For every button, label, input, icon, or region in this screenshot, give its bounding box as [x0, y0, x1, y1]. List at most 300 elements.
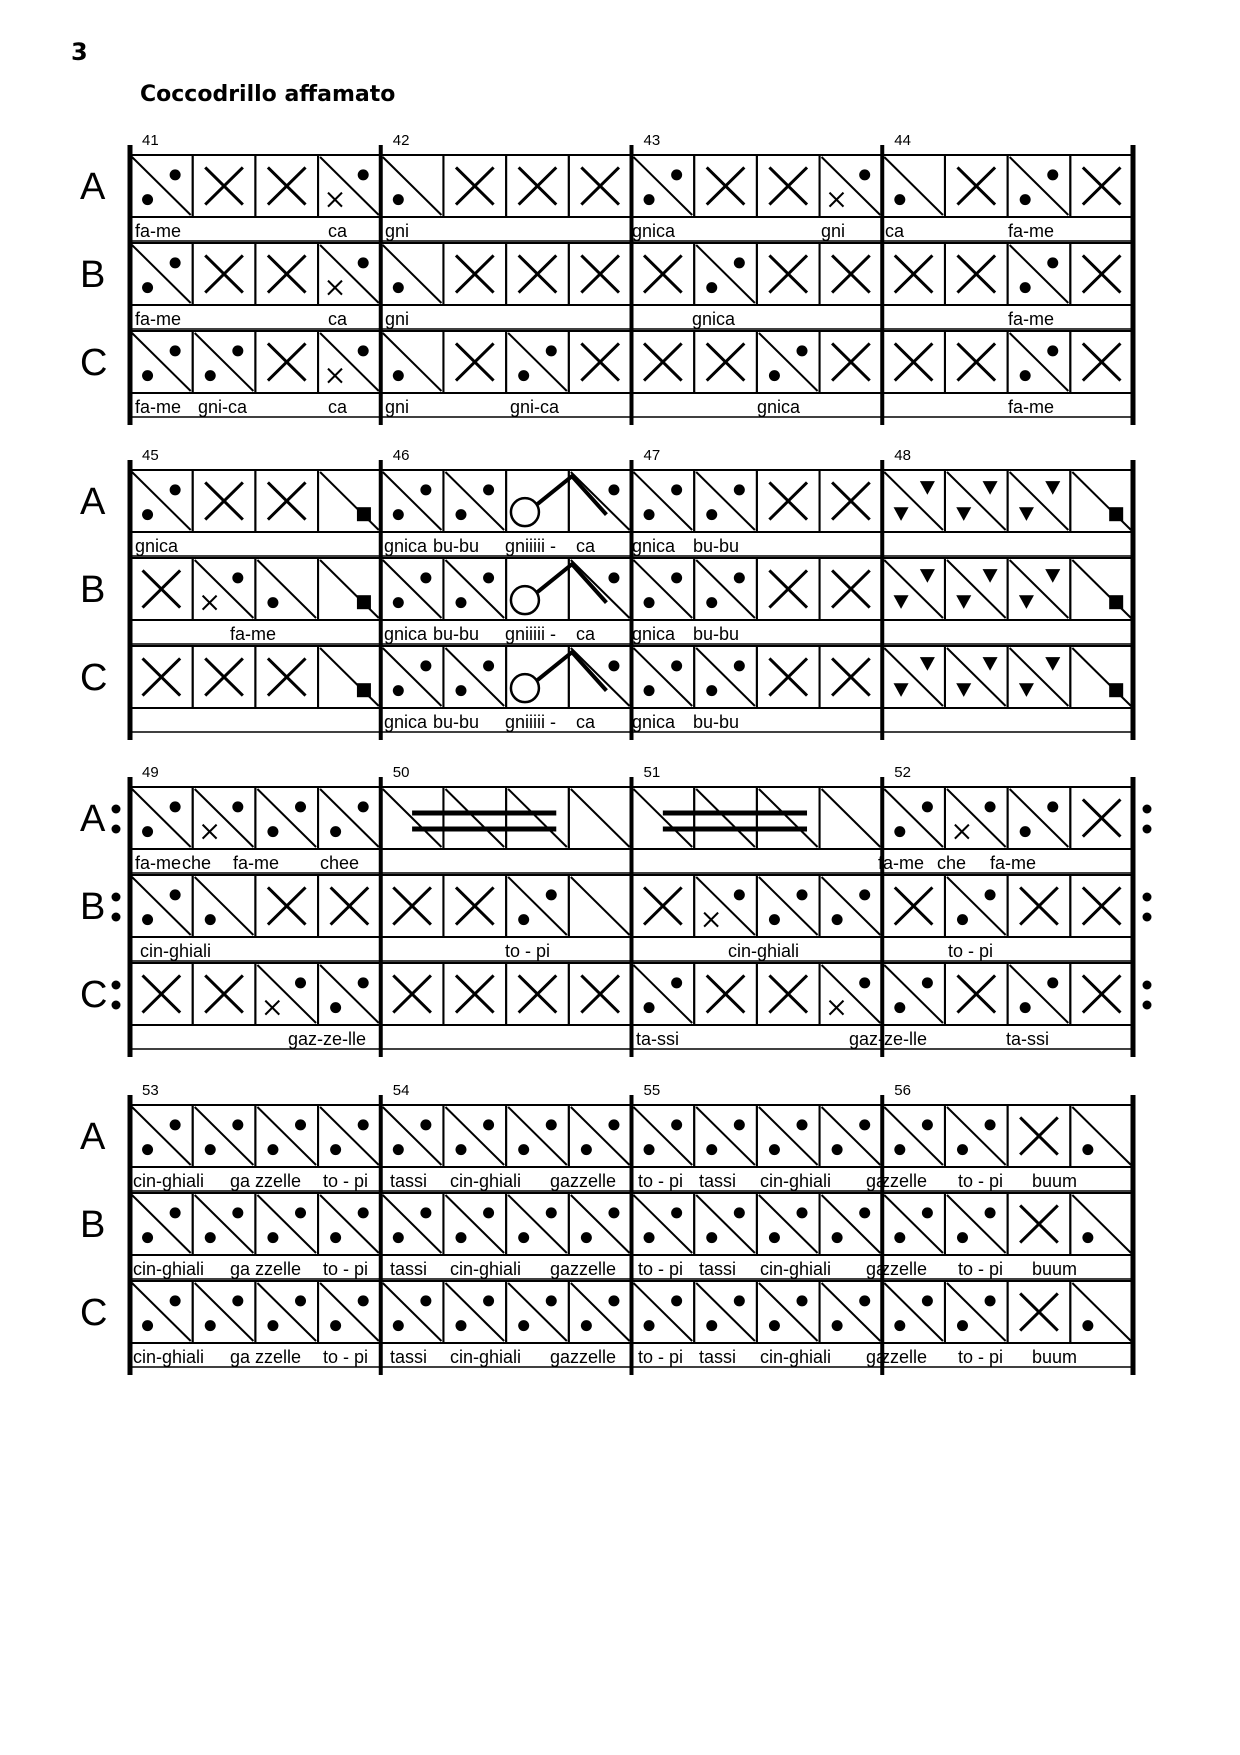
circle-icon	[511, 498, 539, 526]
beat-diagonal	[132, 1107, 191, 1165]
low-dot	[393, 597, 404, 608]
measure-number: 56	[894, 1082, 911, 1099]
high-dot	[671, 977, 682, 988]
beat-diagonal	[634, 560, 693, 618]
low-dot	[330, 1232, 341, 1243]
voice-label: B	[80, 886, 106, 928]
beat-diagonal	[884, 965, 943, 1023]
beat-diagonal	[445, 472, 504, 530]
triangle-icon	[983, 569, 998, 583]
lyric-syllable: gaz-ze-lle	[849, 1029, 928, 1049]
triangle-icon	[1019, 683, 1034, 697]
high-dot	[546, 345, 557, 356]
lyric-syllable: zzelle	[881, 1347, 928, 1367]
voice-row-B	[80, 243, 1133, 329]
low-dot	[957, 1320, 968, 1331]
beat-diagonal	[759, 1283, 818, 1341]
low-dot	[644, 1232, 655, 1243]
measure-number: 55	[643, 1082, 661, 1099]
low-dot	[393, 685, 404, 696]
measure-number: 53	[142, 1082, 159, 1099]
low-dot	[455, 685, 466, 696]
beat-diagonal	[383, 333, 442, 391]
lyric-syllable: buum	[1031, 1171, 1077, 1191]
voice-label: B	[80, 569, 106, 611]
high-dot	[295, 977, 306, 988]
beat-diagonal	[884, 789, 943, 847]
low-dot	[455, 1144, 466, 1155]
high-dot	[859, 1207, 870, 1218]
low-dot	[1082, 1320, 1093, 1331]
beat-diagonal	[571, 472, 630, 530]
high-dot	[922, 1119, 933, 1130]
beat-diagonal	[571, 648, 630, 706]
beat-diagonal	[195, 877, 254, 935]
voice-label: B	[80, 254, 106, 296]
beat-diagonal	[508, 1107, 567, 1165]
low-dot	[894, 1320, 905, 1331]
beat-diagonal	[634, 1195, 693, 1253]
voice-row-A	[80, 1105, 1133, 1191]
voice-row-B	[80, 1193, 1133, 1279]
beat-diagonal	[383, 648, 442, 706]
beat-diagonal	[1072, 1283, 1131, 1341]
beat-diagonal	[132, 245, 191, 303]
triangle-icon	[1045, 569, 1060, 583]
high-dot	[358, 1207, 369, 1218]
beat-diagonal	[445, 648, 504, 706]
high-dot	[797, 345, 808, 356]
lyric-syllable: to - pi	[638, 1347, 684, 1367]
high-dot	[608, 572, 619, 583]
high-dot	[170, 1207, 181, 1218]
high-dot	[797, 1207, 808, 1218]
low-dot	[706, 685, 717, 696]
beat-diagonal	[759, 877, 818, 935]
high-dot	[922, 1295, 933, 1306]
measure-number: 41	[142, 132, 159, 149]
repeat-dot	[112, 893, 121, 902]
high-dot	[985, 1119, 996, 1130]
low-dot	[894, 1002, 905, 1013]
beat-diagonal	[696, 1195, 755, 1253]
lyric-syllable: gnica	[384, 536, 428, 556]
high-dot	[358, 169, 369, 180]
low-dot	[142, 370, 153, 381]
lyric-syllable: tassi	[699, 1171, 737, 1191]
high-dot	[734, 484, 745, 495]
beat-diagonal	[1010, 648, 1069, 706]
lyric-syllable: ca	[575, 536, 595, 556]
voice-row-A	[80, 155, 1133, 241]
low-dot	[644, 1320, 655, 1331]
lyric-syllable: gazzelle	[550, 1171, 617, 1191]
measure-number: 47	[643, 447, 661, 464]
high-dot	[295, 1207, 306, 1218]
beat-diagonal	[634, 1283, 693, 1341]
high-dot	[170, 1119, 181, 1130]
low-dot	[769, 1320, 780, 1331]
beat-diagonal	[696, 472, 755, 530]
voice-row-C	[80, 1281, 1133, 1367]
square-icon	[1109, 507, 1123, 521]
beat-diagonal	[571, 789, 630, 847]
low-dot	[706, 509, 717, 520]
lyric-syllable: bu-bu	[693, 536, 740, 556]
high-dot	[734, 572, 745, 583]
beat-diagonal	[383, 560, 442, 618]
system-1	[80, 132, 1133, 425]
lyric-syllable: gnica	[384, 624, 428, 644]
beat-diagonal	[320, 472, 379, 530]
triangle-icon	[1019, 595, 1034, 609]
triangle-icon	[894, 595, 909, 609]
beat-diagonal	[320, 560, 379, 618]
lyric-syllable: bu-bu	[693, 624, 740, 644]
beat-diagonal	[947, 1195, 1006, 1253]
voice-label: A	[80, 798, 106, 840]
circle-icon	[511, 674, 539, 702]
high-dot	[985, 1295, 996, 1306]
low-dot	[1020, 194, 1031, 205]
lyric-syllable: gnica	[632, 712, 676, 732]
square-icon	[357, 507, 371, 521]
lyric-syllable: ga zzelle	[230, 1171, 302, 1191]
beat-diagonal	[1072, 1195, 1131, 1253]
lyric-syllable: gnica	[632, 624, 676, 644]
lyric-syllable: ca	[327, 309, 347, 329]
high-dot	[671, 484, 682, 495]
measure-number: 52	[894, 764, 911, 781]
beat-diagonal	[884, 1107, 943, 1165]
repeat-dot	[112, 1001, 121, 1010]
lyric-syllable: to - pi	[948, 941, 994, 961]
high-dot	[608, 1207, 619, 1218]
lyric-syllable: fa-me	[230, 624, 277, 644]
lyric-syllable: gnica	[135, 536, 179, 556]
beat-diagonal	[1072, 648, 1131, 706]
low-dot	[894, 1232, 905, 1243]
low-dot	[644, 1144, 655, 1155]
lyric-syllable: chee	[320, 853, 360, 873]
beat-diagonal	[383, 1283, 442, 1341]
beat-diagonal	[634, 789, 693, 847]
triangle-icon	[894, 507, 909, 521]
high-dot	[483, 1207, 494, 1218]
high-dot	[170, 889, 181, 900]
low-dot	[1082, 1232, 1093, 1243]
beat-diagonal	[1010, 560, 1069, 618]
beat-diagonal	[571, 1283, 630, 1341]
low-dot	[205, 914, 216, 925]
high-dot	[608, 484, 619, 495]
repeat-dot	[112, 805, 121, 814]
lyric-syllable: cin-ghiali	[133, 1347, 205, 1367]
lyric-syllable: tassi	[390, 1347, 428, 1367]
low-dot	[205, 370, 216, 381]
measure-number: 49	[142, 764, 159, 781]
high-dot	[922, 1207, 933, 1218]
beat-diagonal	[884, 560, 943, 618]
beat-diagonal	[257, 789, 316, 847]
low-dot	[706, 1320, 717, 1331]
repeat-dot	[1143, 825, 1152, 834]
high-dot	[358, 1295, 369, 1306]
high-dot	[797, 1295, 808, 1306]
repeat-dot	[112, 913, 121, 922]
beat-diagonal	[1072, 560, 1131, 618]
beat-diagonal	[132, 1283, 191, 1341]
lyric-syllable: ga	[866, 1171, 887, 1191]
low-dot	[518, 1144, 529, 1155]
high-dot	[420, 1119, 431, 1130]
lyric-syllable: gazzelle	[550, 1347, 617, 1367]
low-dot	[894, 826, 905, 837]
beat-diagonal	[445, 1107, 504, 1165]
low-dot	[267, 1320, 278, 1331]
beat-diagonal	[383, 245, 442, 303]
lyric-syllable: bu-bu	[693, 712, 740, 732]
high-dot	[358, 257, 369, 268]
lyric-syllable: ca	[885, 221, 905, 241]
lyric-syllable: ga	[866, 1259, 887, 1279]
triangle-icon	[920, 569, 935, 583]
high-dot	[420, 1295, 431, 1306]
beat-diagonal	[1010, 789, 1069, 847]
low-dot	[393, 1232, 404, 1243]
beat-diagonal	[445, 1283, 504, 1341]
beat-diagonal	[383, 1107, 442, 1165]
circle-icon	[511, 586, 539, 614]
high-dot	[671, 1295, 682, 1306]
beat-diagonal	[320, 789, 379, 847]
beat-diagonal	[132, 333, 191, 391]
beat-diagonal	[1010, 965, 1069, 1023]
beat-diagonal	[508, 333, 567, 391]
hat-icon	[537, 564, 606, 602]
triangle-icon	[1019, 507, 1034, 521]
lyric-syllable: tassi	[699, 1347, 737, 1367]
low-dot	[455, 509, 466, 520]
lyric-syllable: to - pi	[638, 1259, 684, 1279]
high-dot	[420, 1207, 431, 1218]
beat-diagonal	[947, 877, 1006, 935]
lyric-syllable: to - pi	[505, 941, 551, 961]
high-dot	[295, 1119, 306, 1130]
voice-row-A	[80, 470, 1133, 556]
beat-diagonal	[884, 157, 943, 215]
lyric-syllable: gni	[385, 221, 410, 241]
beat-diagonal	[508, 789, 567, 847]
high-dot	[358, 977, 369, 988]
beat-diagonal	[947, 1107, 1006, 1165]
low-dot	[957, 914, 968, 925]
high-dot	[608, 1295, 619, 1306]
low-dot	[205, 1320, 216, 1331]
lyric-syllable: to - pi	[958, 1259, 1004, 1279]
measure-number: 46	[392, 447, 410, 464]
low-dot	[455, 597, 466, 608]
low-dot	[393, 370, 404, 381]
high-dot	[985, 801, 996, 812]
high-dot	[608, 1119, 619, 1130]
low-dot	[769, 370, 780, 381]
low-dot	[393, 194, 404, 205]
square-icon	[357, 683, 371, 697]
lyric-syllable: gni	[385, 397, 410, 417]
high-dot	[922, 977, 933, 988]
high-dot	[922, 801, 933, 812]
beat-diagonal	[571, 1195, 630, 1253]
low-dot	[142, 914, 153, 925]
beat-diagonal	[320, 965, 379, 1023]
lyric-syllable: buum	[1031, 1347, 1077, 1367]
beat-diagonal	[445, 560, 504, 618]
high-dot	[859, 169, 870, 180]
beat-diagonal	[132, 1195, 191, 1253]
repeat-dot	[1143, 1001, 1152, 1010]
lyric-syllable: gaz-ze-lle	[288, 1029, 367, 1049]
lyric-syllable: bu-bu	[433, 712, 480, 732]
beat-diagonal	[257, 1195, 316, 1253]
low-dot	[455, 1320, 466, 1331]
lyric-syllable: ga zzelle	[230, 1259, 302, 1279]
high-dot	[1047, 977, 1058, 988]
low-dot	[769, 1144, 780, 1155]
high-dot	[483, 484, 494, 495]
low-dot	[330, 1144, 341, 1155]
lyric-syllable: ca	[575, 624, 595, 644]
lyric-syllable: gniiiii -	[505, 624, 557, 644]
voice-row-B	[80, 875, 1133, 961]
high-dot	[232, 1207, 243, 1218]
high-dot	[671, 1119, 682, 1130]
high-dot	[170, 257, 181, 268]
lyric-syllable: bu-bu	[433, 624, 480, 644]
low-dot	[330, 1002, 341, 1013]
high-dot	[546, 889, 557, 900]
high-dot	[170, 484, 181, 495]
high-dot	[859, 1119, 870, 1130]
beat-diagonal	[445, 789, 504, 847]
voice-row-A	[80, 787, 1133, 873]
triangle-icon	[956, 595, 971, 609]
voice-label: A	[80, 1116, 106, 1158]
beat-diagonal	[571, 1107, 630, 1165]
high-dot	[420, 660, 431, 671]
triangle-icon	[1045, 481, 1060, 495]
low-dot	[142, 282, 153, 293]
lyric-syllable: ca	[575, 712, 595, 732]
low-dot	[1082, 1144, 1093, 1155]
beat-diagonal	[195, 333, 254, 391]
beat-diagonal	[884, 472, 943, 530]
low-dot	[644, 1002, 655, 1013]
beat-diagonal	[1072, 472, 1131, 530]
beat-diagonal	[759, 1107, 818, 1165]
measure-number: 51	[643, 764, 661, 781]
high-dot	[483, 572, 494, 583]
voice-row-B	[80, 558, 1133, 644]
lyric-syllable: zzelle	[881, 1259, 928, 1279]
system-3	[80, 764, 1152, 1057]
high-dot	[420, 484, 431, 495]
high-dot	[734, 1295, 745, 1306]
beat-diagonal	[759, 789, 818, 847]
lyric-syllable: gniiiii -	[505, 712, 557, 732]
lyric-syllable: gnica	[384, 712, 428, 732]
lyric-syllable: ta-ssi	[636, 1029, 680, 1049]
low-dot	[1020, 1002, 1031, 1013]
beat-diagonal	[759, 1195, 818, 1253]
beat-diagonal	[696, 245, 755, 303]
high-dot	[985, 889, 996, 900]
triangle-icon	[920, 657, 935, 671]
beat-diagonal	[634, 648, 693, 706]
beat-diagonal	[383, 789, 442, 847]
voice-label: A	[80, 481, 106, 523]
lyric-syllable: gniiiii -	[505, 536, 557, 556]
lyric-syllable: cin-ghiali	[133, 1171, 205, 1191]
measure-number: 45	[142, 447, 159, 464]
low-dot	[894, 194, 905, 205]
low-dot	[1020, 370, 1031, 381]
high-dot	[797, 1119, 808, 1130]
low-dot	[142, 1232, 153, 1243]
repeat-dot	[1143, 893, 1152, 902]
lyric-syllable: gnica	[692, 309, 736, 329]
beat-diagonal	[383, 1195, 442, 1253]
beat-diagonal	[696, 1283, 755, 1341]
lyric-syllable: cin-ghiali	[760, 1171, 832, 1191]
lyric-syllable: fa-me	[878, 853, 925, 873]
lyric-syllable: gni-ca	[198, 397, 248, 417]
beat-diagonal	[884, 1283, 943, 1341]
low-dot	[518, 370, 529, 381]
lyric-syllable: gnica	[632, 536, 676, 556]
high-dot	[358, 801, 369, 812]
lyric-syllable: che	[182, 853, 212, 873]
low-dot	[393, 509, 404, 520]
triangle-icon	[956, 683, 971, 697]
lyric-syllable: cin-ghiali	[760, 1347, 832, 1367]
high-dot	[797, 889, 808, 900]
beat-diagonal	[571, 560, 630, 618]
measure-number: 42	[392, 132, 410, 149]
measure-number: 50	[392, 764, 410, 781]
beat-diagonal	[132, 877, 191, 935]
lyric-syllable: cin-ghiali	[450, 1259, 522, 1279]
high-dot	[170, 1295, 181, 1306]
low-dot	[769, 914, 780, 925]
low-dot	[142, 1320, 153, 1331]
beat-diagonal	[1010, 333, 1069, 391]
low-dot	[581, 1232, 592, 1243]
repeat-dot	[112, 825, 121, 834]
low-dot	[142, 509, 153, 520]
beat-diagonal	[195, 1195, 254, 1253]
low-dot	[330, 826, 341, 837]
repeat-dot	[112, 981, 121, 990]
beat-diagonal	[947, 648, 1006, 706]
repeat-dot	[1143, 805, 1152, 814]
voice-label: C	[80, 657, 108, 699]
high-dot	[608, 660, 619, 671]
beat-diagonal	[445, 1195, 504, 1253]
high-dot	[483, 1119, 494, 1130]
lyric-syllable: buum	[1031, 1259, 1077, 1279]
lyric-syllable: ta-ssi	[1006, 1029, 1050, 1049]
